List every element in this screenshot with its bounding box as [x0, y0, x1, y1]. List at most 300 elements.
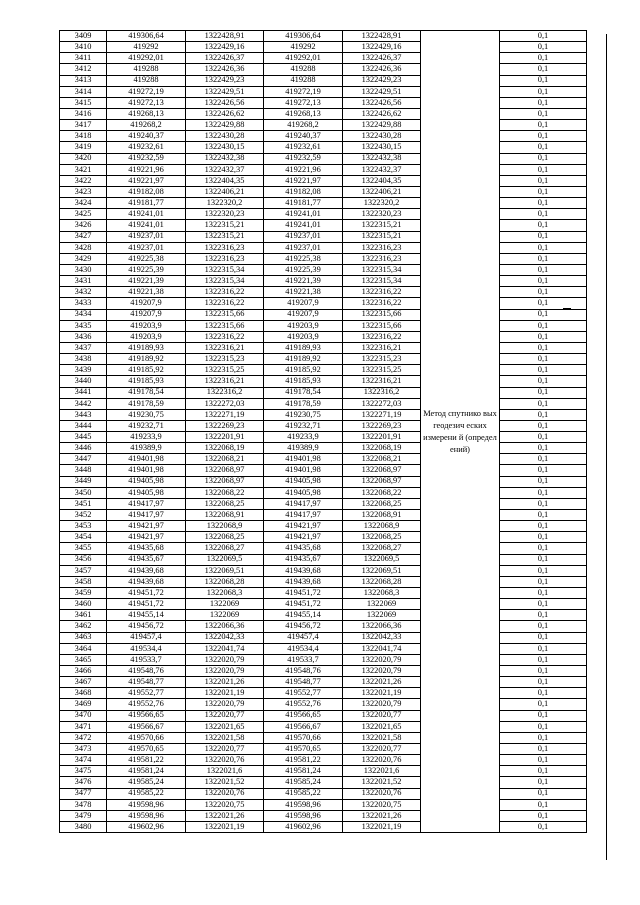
point-number-cell: 3416 [60, 108, 107, 119]
y-old-cell: 1322068,3 [186, 588, 264, 599]
y-old-cell: 1322020,76 [186, 755, 264, 766]
x-old-cell: 419232,61 [107, 142, 186, 153]
y-new-cell: 1322201,91 [343, 432, 421, 443]
y-new-cell: 1322042,33 [343, 632, 421, 643]
point-number-cell: 3422 [60, 175, 107, 186]
y-new-cell: 1322068,91 [343, 510, 421, 521]
table-row [60, 677, 587, 688]
y-new-cell: 1322020,79 [343, 666, 421, 677]
accuracy-cell: 0,1 [500, 766, 587, 777]
x-old-cell: 419288 [107, 64, 186, 75]
table-row [60, 309, 587, 320]
y-new-cell: 1322069 [343, 599, 421, 610]
x-old-cell: 419405,98 [107, 487, 186, 498]
table-row [60, 287, 587, 298]
x-new-cell: 419405,98 [264, 487, 343, 498]
accuracy-cell: 0,1 [500, 354, 587, 365]
x-old-cell: 419570,65 [107, 744, 186, 755]
table-row [60, 666, 587, 677]
point-number-cell: 3476 [60, 777, 107, 788]
point-number-cell: 3461 [60, 610, 107, 621]
table-row [60, 632, 587, 643]
x-new-cell: 419435,68 [264, 543, 343, 554]
y-old-cell: 1322021,26 [186, 677, 264, 688]
x-new-cell: 419455,14 [264, 610, 343, 621]
x-new-cell: 419203,9 [264, 331, 343, 342]
y-new-cell: 1322068,21 [343, 454, 421, 465]
y-old-cell: 1322021,65 [186, 721, 264, 732]
y-new-cell: 1322068,25 [343, 498, 421, 509]
y-new-cell: 1322020,76 [343, 755, 421, 766]
y-new-cell: 1322068,9 [343, 521, 421, 532]
table-row [60, 777, 587, 788]
x-old-cell: 419401,98 [107, 465, 186, 476]
point-number-cell: 3443 [60, 409, 107, 420]
table-row [60, 209, 587, 220]
table-row [60, 766, 587, 777]
x-new-cell: 419207,9 [264, 309, 343, 320]
table-row [60, 53, 587, 64]
y-new-cell: 1322021,19 [343, 688, 421, 699]
x-old-cell: 419232,71 [107, 420, 186, 431]
x-old-cell: 419435,67 [107, 554, 186, 565]
x-new-cell: 419533,7 [264, 654, 343, 665]
x-new-cell: 419435,67 [264, 554, 343, 565]
point-number-cell: 3480 [60, 821, 107, 832]
x-new-cell: 419207,9 [264, 298, 343, 309]
coordinates-table-body [60, 31, 587, 833]
x-old-cell: 419585,22 [107, 788, 186, 799]
accuracy-cell: 0,1 [500, 732, 587, 743]
accuracy-cell: 0,1 [500, 64, 587, 75]
accuracy-cell: 0,1 [500, 287, 587, 298]
y-old-cell: 1322430,28 [186, 131, 264, 142]
y-old-cell: 1322020,79 [186, 666, 264, 677]
point-number-cell: 3429 [60, 253, 107, 264]
x-old-cell: 419552,77 [107, 688, 186, 699]
y-old-cell: 1322066,36 [186, 621, 264, 632]
y-new-cell: 1322021,19 [343, 821, 421, 832]
y-old-cell: 1322315,34 [186, 276, 264, 287]
y-old-cell: 1322406,21 [186, 186, 264, 197]
y-new-cell: 1322426,37 [343, 53, 421, 64]
y-old-cell: 1322201,91 [186, 432, 264, 443]
accuracy-cell: 0,1 [500, 799, 587, 810]
x-new-cell: 419230,75 [264, 409, 343, 420]
y-old-cell: 1322432,38 [186, 153, 264, 164]
point-number-cell: 3433 [60, 298, 107, 309]
table-row [60, 621, 587, 632]
y-old-cell: 1322315,66 [186, 309, 264, 320]
y-new-cell: 1322426,36 [343, 64, 421, 75]
x-old-cell: 419233,9 [107, 432, 186, 443]
table-row [60, 454, 587, 465]
table-row [60, 688, 587, 699]
table-row [60, 543, 587, 554]
accuracy-cell: 0,1 [500, 788, 587, 799]
x-new-cell: 419221,96 [264, 164, 343, 175]
table-row [60, 42, 587, 53]
accuracy-cell: 0,1 [500, 86, 587, 97]
y-old-cell: 1322068,97 [186, 465, 264, 476]
point-number-cell: 3424 [60, 198, 107, 209]
accuracy-cell: 0,1 [500, 465, 587, 476]
x-old-cell: 419182,08 [107, 186, 186, 197]
x-old-cell: 419272,13 [107, 97, 186, 108]
x-new-cell: 419566,65 [264, 710, 343, 721]
x-old-cell: 419435,68 [107, 543, 186, 554]
accuracy-cell: 0,1 [500, 632, 587, 643]
accuracy-cell: 0,1 [500, 209, 587, 220]
y-new-cell: 1322068,25 [343, 532, 421, 543]
table-row [60, 276, 587, 287]
x-old-cell: 419570,66 [107, 732, 186, 743]
accuracy-cell: 0,1 [500, 588, 587, 599]
y-old-cell: 1322315,25 [186, 365, 264, 376]
y-old-cell: 1322020,79 [186, 654, 264, 665]
x-new-cell: 419457,4 [264, 632, 343, 643]
table-row [60, 710, 587, 721]
y-old-cell: 1322068,21 [186, 454, 264, 465]
point-number-cell: 3457 [60, 565, 107, 576]
accuracy-cell: 0,1 [500, 331, 587, 342]
table-row [60, 142, 587, 153]
x-new-cell: 419225,38 [264, 253, 343, 264]
table-row [60, 654, 587, 665]
y-old-cell: 1322316,22 [186, 331, 264, 342]
x-old-cell: 419225,39 [107, 264, 186, 275]
table-row [60, 242, 587, 253]
x-old-cell: 419389,9 [107, 443, 186, 454]
y-old-cell: 1322315,21 [186, 231, 264, 242]
accuracy-cell: 0,1 [500, 677, 587, 688]
accuracy-cell: 0,1 [500, 298, 587, 309]
x-new-cell: 419548,76 [264, 666, 343, 677]
x-new-cell: 419272,13 [264, 97, 343, 108]
y-old-cell: 1322069,5 [186, 554, 264, 565]
y-new-cell: 1322315,25 [343, 365, 421, 376]
method-cell: Метод спутнико вых геодезич еских измерени й (определ ений) [421, 31, 500, 833]
point-number-cell: 3475 [60, 766, 107, 777]
point-number-cell: 3477 [60, 788, 107, 799]
x-old-cell: 419181,77 [107, 198, 186, 209]
table-row [60, 498, 587, 509]
right-margin-line [606, 34, 607, 860]
x-new-cell: 419241,01 [264, 209, 343, 220]
y-old-cell: 1322272,03 [186, 398, 264, 409]
y-old-cell: 1322068,97 [186, 476, 264, 487]
y-old-cell: 1322316,23 [186, 253, 264, 264]
point-number-cell: 3417 [60, 120, 107, 131]
x-old-cell: 419292,01 [107, 53, 186, 64]
table-row [60, 409, 587, 420]
x-old-cell: 419292 [107, 42, 186, 53]
y-old-cell: 1322068,91 [186, 510, 264, 521]
accuracy-cell: 0,1 [500, 420, 587, 431]
y-new-cell: 1322316,22 [343, 287, 421, 298]
y-old-cell: 1322020,79 [186, 699, 264, 710]
point-number-cell: 3479 [60, 810, 107, 821]
table-row [60, 198, 587, 209]
table-row [60, 699, 587, 710]
point-number-cell: 3467 [60, 677, 107, 688]
point-number-cell: 3420 [60, 153, 107, 164]
y-old-cell: 1322320,23 [186, 209, 264, 220]
point-number-cell: 3469 [60, 699, 107, 710]
y-new-cell: 1322021,26 [343, 677, 421, 688]
y-old-cell: 1322020,77 [186, 744, 264, 755]
x-new-cell: 419268,13 [264, 108, 343, 119]
table-row [60, 342, 587, 353]
accuracy-cell: 0,1 [500, 654, 587, 665]
point-number-cell: 3440 [60, 376, 107, 387]
x-new-cell: 419451,72 [264, 588, 343, 599]
table-row [60, 220, 587, 231]
table-row [60, 376, 587, 387]
x-new-cell: 419451,72 [264, 599, 343, 610]
point-number-cell: 3453 [60, 521, 107, 532]
y-new-cell: 1322316,22 [343, 331, 421, 342]
table-row [60, 744, 587, 755]
x-new-cell: 419232,61 [264, 142, 343, 153]
x-new-cell: 419221,97 [264, 175, 343, 186]
x-new-cell: 419421,97 [264, 532, 343, 543]
y-old-cell: 1322426,56 [186, 97, 264, 108]
y-new-cell: 1322316,22 [343, 298, 421, 309]
x-old-cell: 419306,64 [107, 31, 186, 42]
point-number-cell: 3452 [60, 510, 107, 521]
accuracy-cell: 0,1 [500, 387, 587, 398]
x-old-cell: 419230,75 [107, 409, 186, 420]
point-number-cell: 3459 [60, 588, 107, 599]
y-new-cell: 1322021,26 [343, 810, 421, 821]
x-new-cell: 419237,01 [264, 242, 343, 253]
x-new-cell: 419189,92 [264, 354, 343, 365]
x-old-cell: 419221,38 [107, 287, 186, 298]
y-old-cell: 1322429,88 [186, 120, 264, 131]
accuracy-cell: 0,1 [500, 131, 587, 142]
point-number-cell: 3430 [60, 264, 107, 275]
x-old-cell: 419456,72 [107, 621, 186, 632]
y-new-cell: 1322430,28 [343, 131, 421, 142]
table-row [60, 108, 587, 119]
y-new-cell: 1322406,21 [343, 186, 421, 197]
table-row [60, 354, 587, 365]
x-old-cell: 419232,59 [107, 153, 186, 164]
table-row [60, 432, 587, 443]
x-old-cell: 419598,96 [107, 810, 186, 821]
accuracy-cell: 0,1 [500, 521, 587, 532]
point-number-cell: 3423 [60, 186, 107, 197]
x-old-cell: 419272,19 [107, 86, 186, 97]
point-number-cell: 3409 [60, 31, 107, 42]
x-new-cell: 419534,4 [264, 643, 343, 654]
accuracy-cell: 0,1 [500, 376, 587, 387]
table-row [60, 231, 587, 242]
point-number-cell: 3411 [60, 53, 107, 64]
table-row [60, 565, 587, 576]
point-number-cell: 3421 [60, 164, 107, 175]
x-old-cell: 419421,97 [107, 521, 186, 532]
table-row [60, 810, 587, 821]
y-new-cell: 1322429,23 [343, 75, 421, 86]
point-number-cell: 3442 [60, 398, 107, 409]
x-old-cell: 419598,96 [107, 799, 186, 810]
table-row [60, 643, 587, 654]
x-new-cell: 419417,97 [264, 510, 343, 521]
point-number-cell: 3438 [60, 354, 107, 365]
y-old-cell: 1322021,19 [186, 688, 264, 699]
table-row [60, 521, 587, 532]
accuracy-cell: 0,1 [500, 175, 587, 186]
x-new-cell: 419288 [264, 75, 343, 86]
y-old-cell: 1322021,26 [186, 810, 264, 821]
y-old-cell: 1322021,6 [186, 766, 264, 777]
x-old-cell: 419178,54 [107, 387, 186, 398]
y-new-cell: 1322316,21 [343, 376, 421, 387]
x-new-cell: 419456,72 [264, 621, 343, 632]
y-old-cell: 1322068,25 [186, 532, 264, 543]
x-old-cell: 419548,76 [107, 666, 186, 677]
accuracy-cell: 0,1 [500, 120, 587, 131]
y-new-cell: 1322020,79 [343, 699, 421, 710]
table-row [60, 532, 587, 543]
point-number-cell: 3458 [60, 576, 107, 587]
accuracy-cell: 0,1 [500, 53, 587, 64]
x-old-cell: 419451,72 [107, 599, 186, 610]
y-new-cell: 1322021,52 [343, 777, 421, 788]
x-old-cell: 419457,4 [107, 632, 186, 643]
x-old-cell: 419439,68 [107, 576, 186, 587]
point-number-cell: 3428 [60, 242, 107, 253]
y-old-cell: 1322068,28 [186, 576, 264, 587]
y-old-cell: 1322068,9 [186, 521, 264, 532]
y-old-cell: 1322069 [186, 610, 264, 621]
y-new-cell: 1322316,23 [343, 242, 421, 253]
y-old-cell: 1322021,58 [186, 732, 264, 743]
y-old-cell: 1322429,16 [186, 42, 264, 53]
x-new-cell: 419178,54 [264, 387, 343, 398]
point-number-cell: 3454 [60, 532, 107, 543]
x-new-cell: 419272,19 [264, 86, 343, 97]
y-old-cell: 1322316,21 [186, 376, 264, 387]
y-new-cell: 1322316,21 [343, 342, 421, 353]
y-old-cell: 1322426,36 [186, 64, 264, 75]
x-old-cell: 419581,24 [107, 766, 186, 777]
x-new-cell: 419581,24 [264, 766, 343, 777]
x-new-cell: 419548,77 [264, 677, 343, 688]
y-new-cell: 1322020,77 [343, 744, 421, 755]
x-new-cell: 419182,08 [264, 186, 343, 197]
table-row [60, 253, 587, 264]
y-old-cell: 1322315,34 [186, 264, 264, 275]
x-new-cell: 419268,2 [264, 120, 343, 131]
point-number-cell: 3437 [60, 342, 107, 353]
accuracy-cell: 0,1 [500, 454, 587, 465]
table-row [60, 821, 587, 832]
table-row [60, 64, 587, 75]
y-new-cell: 1322426,62 [343, 108, 421, 119]
table-row [60, 175, 587, 186]
x-new-cell: 419602,96 [264, 821, 343, 832]
y-old-cell: 1322316,21 [186, 342, 264, 353]
x-old-cell: 419203,9 [107, 331, 186, 342]
y-new-cell: 1322315,23 [343, 354, 421, 365]
y-new-cell: 1322315,21 [343, 231, 421, 242]
table-row [60, 75, 587, 86]
table-row [60, 487, 587, 498]
accuracy-cell: 0,1 [500, 810, 587, 821]
point-number-cell: 3419 [60, 142, 107, 153]
point-number-cell: 3474 [60, 755, 107, 766]
x-old-cell: 419185,93 [107, 376, 186, 387]
accuracy-cell: 0,1 [500, 198, 587, 209]
x-old-cell: 419566,65 [107, 710, 186, 721]
y-old-cell: 1322316,22 [186, 298, 264, 309]
x-new-cell: 419439,68 [264, 576, 343, 587]
point-number-cell: 3463 [60, 632, 107, 643]
y-new-cell: 1322315,34 [343, 264, 421, 275]
point-number-cell: 3471 [60, 721, 107, 732]
y-old-cell: 1322068,19 [186, 443, 264, 454]
y-old-cell: 1322020,75 [186, 799, 264, 810]
y-old-cell: 1322068,27 [186, 543, 264, 554]
y-new-cell: 1322430,15 [343, 142, 421, 153]
y-old-cell: 1322315,21 [186, 220, 264, 231]
x-old-cell: 419268,2 [107, 120, 186, 131]
accuracy-cell: 0,1 [500, 777, 587, 788]
y-new-cell: 1322271,19 [343, 409, 421, 420]
x-old-cell: 419548,77 [107, 677, 186, 688]
y-old-cell: 1322020,77 [186, 710, 264, 721]
accuracy-cell: 0,1 [500, 264, 587, 275]
accuracy-cell: 0,1 [500, 510, 587, 521]
table-row [60, 331, 587, 342]
y-new-cell: 1322066,36 [343, 621, 421, 632]
y-new-cell: 1322404,35 [343, 175, 421, 186]
x-old-cell: 419534,4 [107, 643, 186, 654]
accuracy-cell: 0,1 [500, 487, 587, 498]
point-number-cell: 3439 [60, 365, 107, 376]
x-old-cell: 419189,93 [107, 342, 186, 353]
x-new-cell: 419421,97 [264, 521, 343, 532]
x-new-cell: 419189,93 [264, 342, 343, 353]
x-old-cell: 419221,97 [107, 175, 186, 186]
y-old-cell: 1322404,35 [186, 175, 264, 186]
accuracy-cell: 0,1 [500, 621, 587, 632]
accuracy-cell: 0,1 [500, 365, 587, 376]
y-new-cell: 1322068,28 [343, 576, 421, 587]
y-new-cell: 1322068,97 [343, 465, 421, 476]
table-row [60, 97, 587, 108]
y-new-cell: 1322428,91 [343, 31, 421, 42]
table-row [60, 799, 587, 810]
y-old-cell: 1322320,2 [186, 198, 264, 209]
coordinates-table [59, 30, 587, 833]
y-new-cell: 1322069 [343, 610, 421, 621]
y-new-cell: 1322068,22 [343, 487, 421, 498]
x-old-cell: 419178,59 [107, 398, 186, 409]
table-row [60, 320, 587, 331]
x-new-cell: 419585,24 [264, 777, 343, 788]
point-number-cell: 3434 [60, 309, 107, 320]
point-number-cell: 3418 [60, 131, 107, 142]
x-new-cell: 419240,37 [264, 131, 343, 142]
table-row [60, 164, 587, 175]
table-row [60, 721, 587, 732]
accuracy-cell: 0,1 [500, 342, 587, 353]
y-old-cell: 1322428,91 [186, 31, 264, 42]
